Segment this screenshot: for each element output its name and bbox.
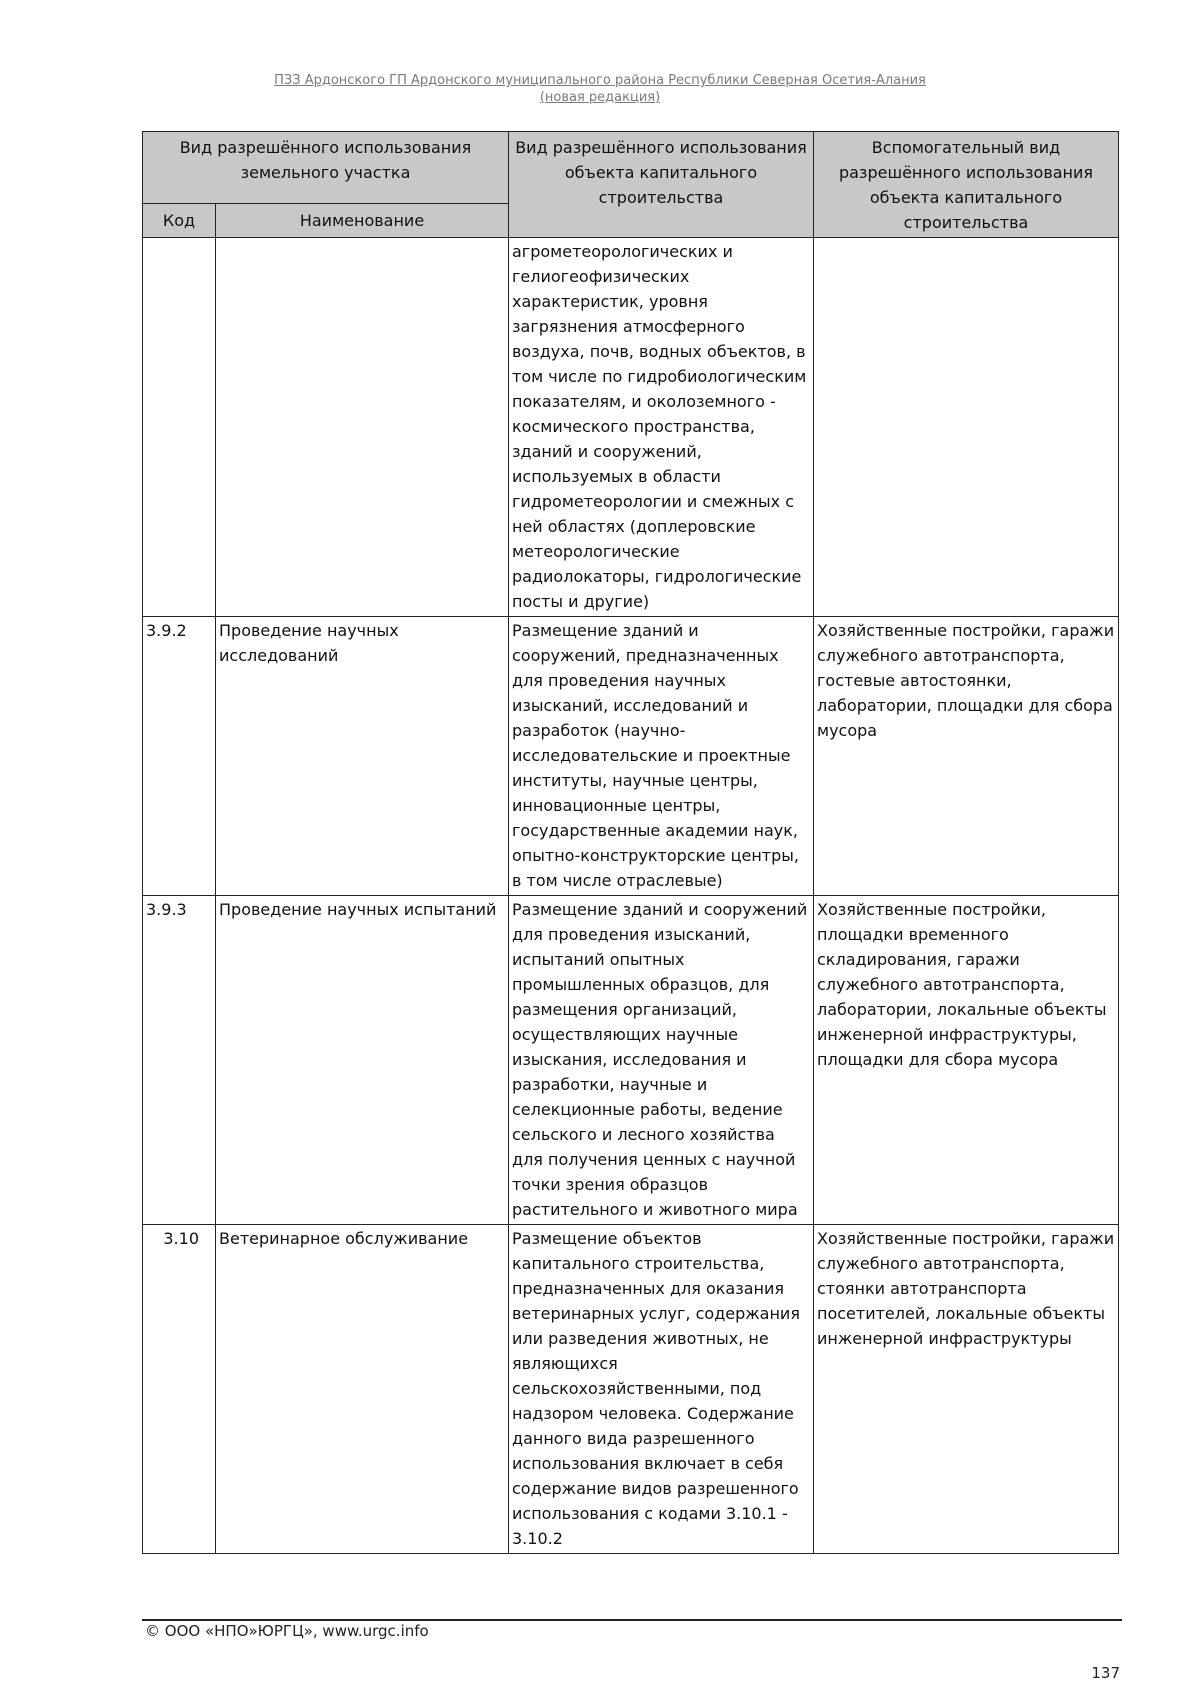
header-code: Код [143,204,216,238]
header-name: Наименование [216,204,509,238]
cell-capital-use: Размещение объектов капитального строительства, предназначенных для оказания ветеринарных услуг, содержания или разведения животных, не являющихся сельскохозяйственными, под надзором человека. Содержание данного вида разрешенного использования включает в себя содержание видов разрешенного использования с кодами 3.10.1 - 3.10.2 [509,1225,814,1554]
cell-name: Проведение научных испытаний [216,896,509,1225]
header-auxiliary-use: Вспомогательный вид разрешённого использования объекта капитального строительства [814,132,1119,238]
land-use-table [142,131,1119,1554]
footer-copyright: © ООО «НПО»ЮРГЦ», www.urgc.info [145,1622,429,1640]
cell-capital-use: Размещение зданий и сооружений для проведения изысканий, испытаний опытных промышленных образцов, для размещения организаций, осуществляющих научные изыскания, исследования и разработки, научные и селекционные работы, ведение сельского и лесного хозяйства для получения ценных с научной точки зрения образцов растительного и животного мира [509,896,814,1225]
table-row [143,238,1119,617]
header-line-1: ПЗЗ Ардонского ГП Ардонского муниципального района Республики Северная Осетия-Алания [274,73,926,88]
page-number: 137 [1091,1664,1120,1682]
table-row [143,617,1119,896]
cell-auxiliary-use: Хозяйственные постройки, площадки временного складирования, гаражи служебного автотранспорта, лаборатории, локальные объекты инженерной инфраструктуры, площадки для сбора мусора [814,896,1119,1225]
cell-capital-use: Размещение зданий и сооружений, предназначенных для проведения научных изысканий, исследований и разработок (научно-исследовательские и проектные институты, научные центры, инновационные центры, государственные академии наук, опытно-конструкторские центры, в том числе отраслевые) [509,617,814,896]
cell-name: Ветеринарное обслуживание [216,1225,509,1554]
cell-code: 3.10 [143,1225,216,1554]
cell-code [143,238,216,617]
table-row [143,896,1119,1225]
page-header [0,72,1200,106]
cell-code: 3.9.3 [143,896,216,1225]
footer-divider [142,1619,1122,1621]
cell-auxiliary-use: Хозяйственные постройки, гаражи служебного автотранспорта, гостевые автостоянки, лаборатории, площадки для сбора мусора [814,617,1119,896]
cell-auxiliary-use [814,238,1119,617]
cell-name [216,238,509,617]
header-line-2: (новая редакция) [539,90,661,105]
header-land-use-group: Вид разрешённого использования земельного участка [143,132,509,204]
cell-capital-use: агрометеорологических и гелиогеофизических характеристик, уровня загрязнения атмосферного воздуха, почв, водных объектов, в том числе по гидробиологическим показателям, и околоземного - космического пространства, зданий и сооружений, используемых в области гидрометеорологии и смежных с ней областях (доплеровские метеорологические радиолокаторы, гидрологические посты и другие) [509,238,814,617]
cell-name: Проведение научных исследований [216,617,509,896]
header-capital-object-use: Вид разрешённого использования объекта капитального строительства [509,132,814,238]
table-row [143,1225,1119,1554]
cell-auxiliary-use: Хозяйственные постройки, гаражи служебного автотранспорта, стоянки автотранспорта посетителей, локальные объекты инженерной инфраструктуры [814,1225,1119,1554]
cell-code: 3.9.2 [143,617,216,896]
